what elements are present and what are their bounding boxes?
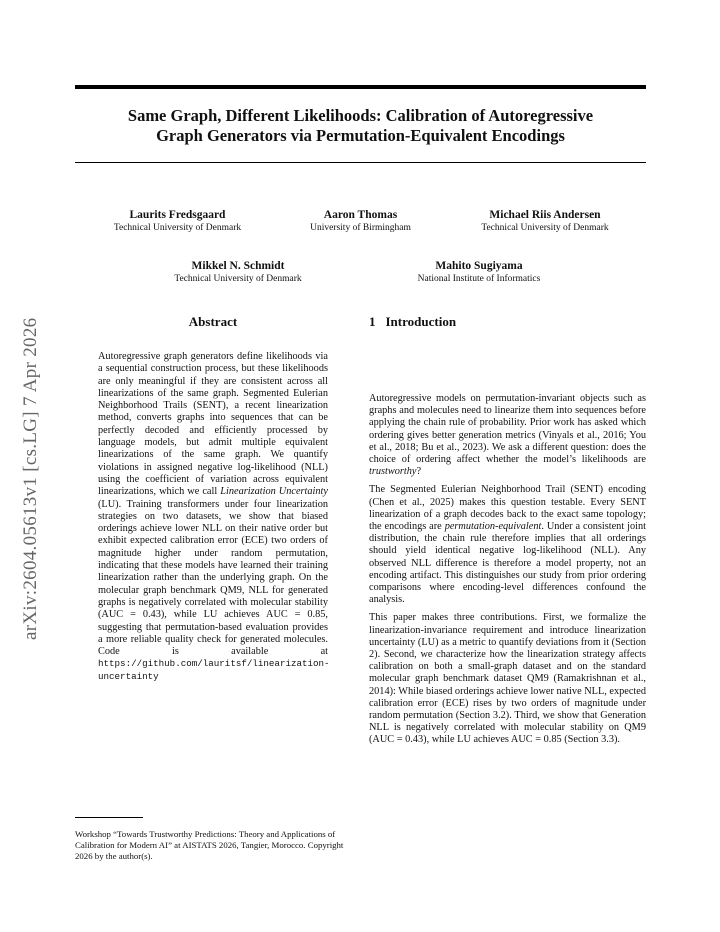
section-heading <box>369 314 456 330</box>
author-block <box>90 208 265 235</box>
section-title: Introduction <box>385 314 457 329</box>
footnote-rule <box>75 817 143 818</box>
paragraph-text: . Under a consistent joint distribution, the chain rule therefore implies that all orderings should yield identical negative log-likelihood (NLL). Any observed NLL difference is therefore a model property, not an encoding artifact. This distinguishes our study from prior ordering comparisons where encoding-level differences confound the analysis. <box>369 521 646 606</box>
abstract-text: (LU). Training transformers under four linearization strategies on two datasets, we show that biased orderings achieve lower NLL on their native order but exhibit expected calibration error (ECE) two orders of magnitude higher under random permutation, indicating that these models have learned their training linearization rather than the underlying graph. On the molecular graph benchmark QM9, NLL for generated graphs is negatively correlated with molecular stability (AUC = 0.43), while LU achieves AUC = 0.85, suggesting that permutation-based evaluation provides a more reliable quality check for generated molecules. Code is available at <box>98 498 328 658</box>
author-affiliation: University of Birmingham <box>310 223 411 233</box>
author-block <box>388 259 570 286</box>
author-block <box>278 208 443 235</box>
author-affiliation: National Institute of Informatics <box>417 274 541 284</box>
intro-paragraph <box>369 484 646 606</box>
author-name: Mikkel N. Schmidt <box>191 260 285 272</box>
abstract-text: Autoregressive graph generators define likelihoods via a sequential construction process, but these likelihoods are only meaningful if they are consistent across all linearizations of the same graph. Segmented Eulerian Neighborhood Trails (SENT), a recent linearization method, converts graphs into sequences that can be perfectly decoded and efficiently processed by language models, but admit multiple equivalent linearizations of the same graph. We quantify violations in assigned negative log-likelihood (NLL) using the coefficient of variation across equivalent linearizations, which we call <box>98 351 328 498</box>
author-name: Mahito Sugiyama <box>435 260 523 272</box>
author-name: Aaron Thomas <box>323 209 398 221</box>
section-number: 1 <box>369 314 376 329</box>
title-line-1: Same Graph, Different Likelihoods: Calibration of Autoregressive <box>127 106 594 125</box>
author-affiliation: Technical University of Denmark <box>113 223 242 233</box>
author-block <box>148 259 328 286</box>
abstract-heading: Abstract <box>188 314 238 329</box>
arxiv-identifier: arXiv:2604.05613v1 [cs.LG] 7 Apr 2026 <box>20 317 41 640</box>
title-top-rule <box>75 85 646 89</box>
title-line-2: Graph Generators via Permutation-Equivalent Encodings <box>156 126 565 145</box>
intro-body <box>369 393 646 753</box>
intro-paragraph: This paper makes three contributions. First, we formalize the linearization-invariance requirement and introduce linearization uncertainty (LU) as a metric to quantify deviations from it (Section 2). Second, we characterize how the linearization strategy affects calibration on both a small-graph dataset and on the standard molecular graph benchmark dataset QM9 (Ramakrishnan et al., 2014): While biased orderings achieve lower native NLL, expected calibration error (ECE) rises by two orders of magnitude under random permutation (Section 3.2). Third, we show that Generation NLL is negatively correlated with molecular stability on QM9 (AUC = 0.43), while LU achieves AUC = 0.85 (Section 3.3). <box>369 612 646 746</box>
paragraph-text: Autoregressive models on permutation-invariant objects such as graphs and molecules need to linearize them into sequences before applying the chain rule of probability. Prior work has asked which ordering gives better generation metrics (Vinyals et al., 2016; You et al., 2018; Bu et al., 2023). We ask a different question: does the choice of ordering affect whether the model’s likelihoods are <box>369 393 646 466</box>
paragraph-text: The Segmented Eulerian Neighborhood Trail (SENT) encoding (Chen et al., 2025) makes this question testable. Every SENT linearization of a graph decodes back to the exact same topology; the encodings are <box>369 484 646 533</box>
intro-paragraph <box>369 393 646 478</box>
abstract-body <box>98 351 328 683</box>
code-url-link[interactable]: https://github.com/lauritsf/linearization-uncertainty <box>98 658 330 682</box>
emphasis-text: trustworthy <box>369 466 417 478</box>
paper-title <box>75 106 646 146</box>
author-affiliation: Technical University of Denmark <box>174 274 302 284</box>
author-block <box>455 208 635 235</box>
title-bottom-rule <box>75 162 646 163</box>
paragraph-text: ? <box>416 466 422 478</box>
author-affiliation: Technical University of Denmark <box>481 223 609 233</box>
footnote: Workshop “Towards Trustworthy Predictions: Theory and Applications of Calibration for Modern AI” at AISTATS 2026, Tangier, Morocco. Copyright 2026 by the author(s). <box>75 829 344 861</box>
author-name: Michael Riis Andersen <box>489 209 601 221</box>
author-name: Laurits Fredsgaard <box>129 209 226 221</box>
abstract-term: Linearization Uncertainty <box>220 486 328 498</box>
emphasis-text: permutation-equivalent <box>444 521 542 533</box>
